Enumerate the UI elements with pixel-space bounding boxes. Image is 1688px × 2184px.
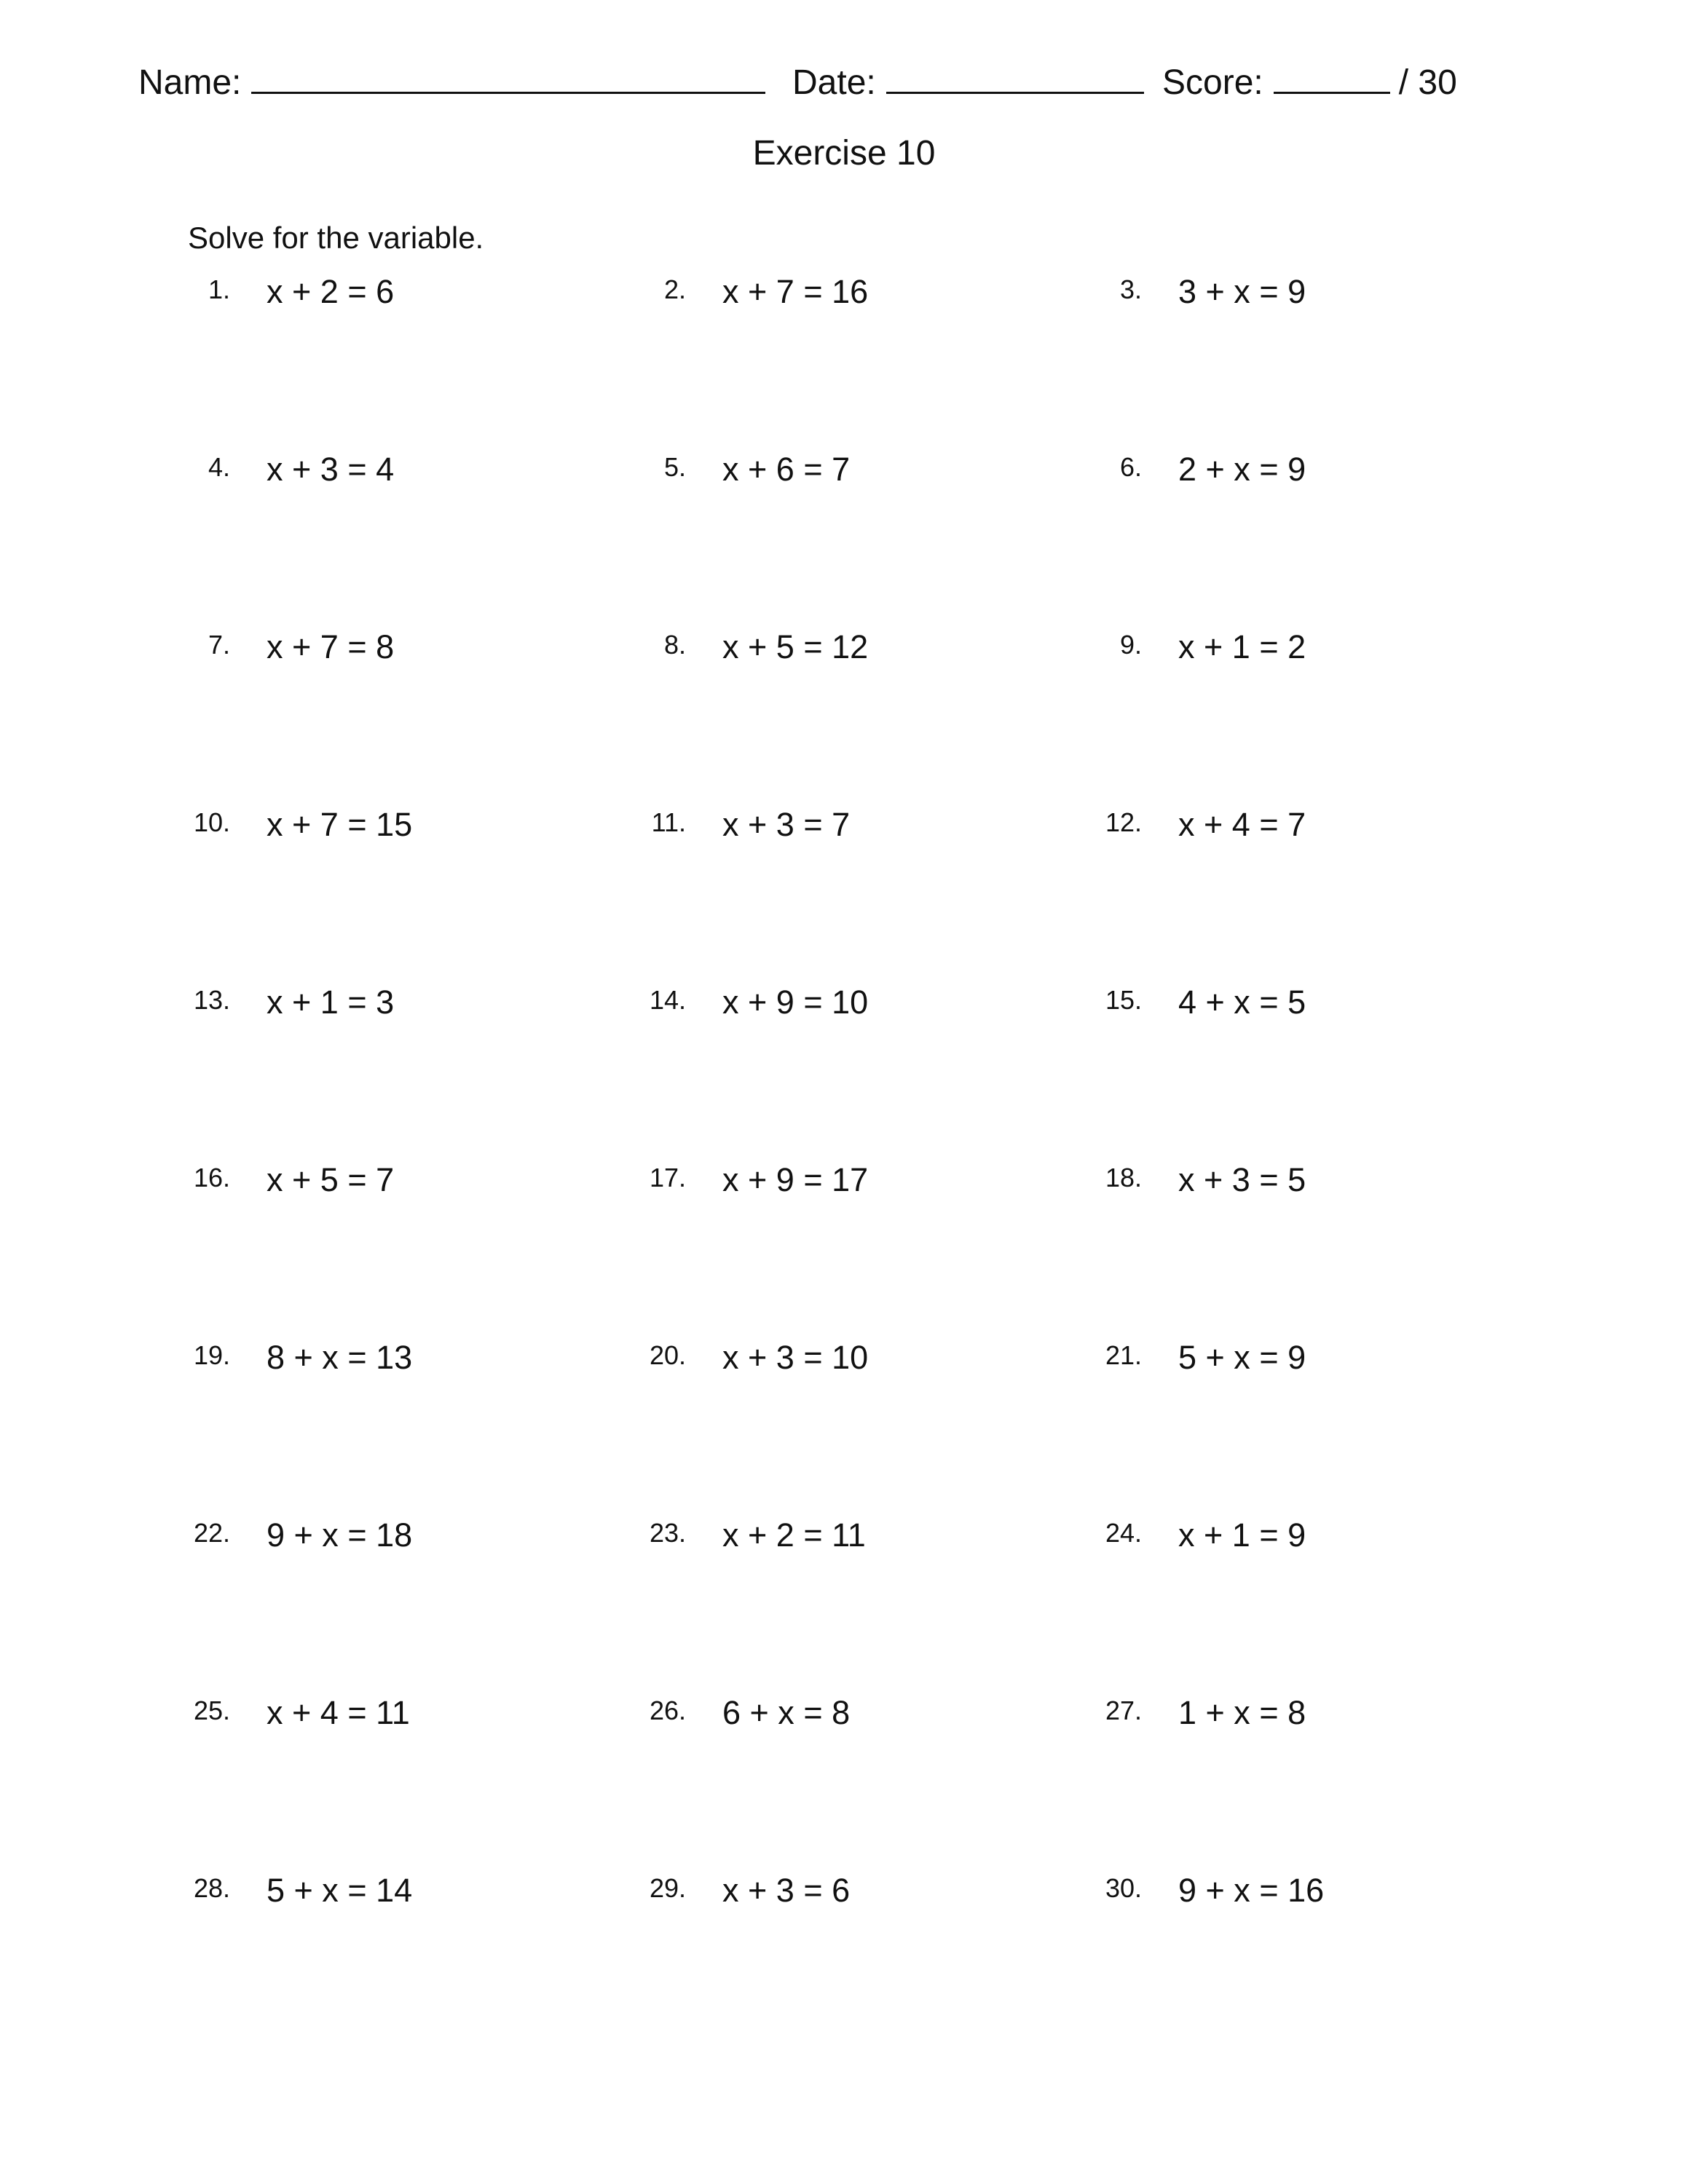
problem-number: 16.	[193, 1163, 230, 1192]
problem-item	[0, 272, 1688, 330]
problem-equation: 1 + x = 8	[1178, 1694, 1306, 1731]
problem-number: 2.	[663, 274, 686, 304]
problem-grid	[0, 272, 1688, 2019]
page-title: Exercise 10	[752, 134, 936, 173]
date-blank-line[interactable]	[886, 60, 1144, 94]
problem-number: 11.	[651, 807, 686, 837]
problem-equation: x + 7 = 8	[267, 628, 395, 665]
score-total: / 30	[1398, 63, 1457, 102]
problem-number: 22.	[193, 1518, 230, 1548]
problem-number: 24.	[1105, 1518, 1142, 1548]
problem-equation: x + 7 = 16	[722, 273, 869, 310]
problem-number: 17.	[649, 1163, 686, 1192]
problem-number: 5.	[663, 452, 686, 482]
problem-equation: x + 3 = 4	[267, 451, 395, 488]
problem-equation: x + 5 = 12	[722, 628, 869, 665]
problem-equation: x + 3 = 10	[722, 1339, 869, 1376]
problem-number: 4.	[208, 452, 230, 482]
problem-equation: x + 3 = 5	[1178, 1161, 1306, 1198]
problem-number: 13.	[193, 985, 230, 1015]
problem-equation: 9 + x = 16	[1178, 1872, 1325, 1909]
problem-equation: 5 + x = 14	[267, 1872, 413, 1909]
problem-equation: 2 + x = 9	[1178, 451, 1306, 488]
problem-item	[0, 1337, 1688, 1396]
problem-equation: x + 3 = 6	[722, 1872, 851, 1909]
problem-number: 19.	[193, 1340, 230, 1370]
problem-item	[0, 1693, 1688, 1751]
problem-number: 6.	[1119, 452, 1142, 482]
problem-number: 8.	[663, 630, 686, 660]
score-field	[1162, 60, 1457, 103]
problem-number: 18.	[1105, 1163, 1142, 1192]
problem-number: 26.	[649, 1696, 686, 1725]
problem-equation: x + 2 = 11	[722, 1516, 866, 1554]
problem-number: 3.	[1119, 274, 1142, 304]
problem-equation: 6 + x = 8	[722, 1694, 851, 1731]
problem-number: 1.	[208, 274, 230, 304]
problem-equation: x + 6 = 7	[722, 451, 851, 488]
date-field	[792, 60, 1144, 103]
score-label: Score:	[1162, 63, 1263, 102]
problem-equation: 3 + x = 9	[1178, 273, 1306, 310]
problem-number: 25.	[193, 1696, 230, 1725]
problem-number: 20.	[649, 1340, 686, 1370]
problem-equation: x + 9 = 17	[722, 1161, 869, 1198]
worksheet-header	[138, 60, 1522, 111]
problem-number: 28.	[193, 1873, 230, 1903]
name-field	[138, 60, 765, 103]
date-label: Date:	[792, 63, 876, 102]
problem-number: 10.	[193, 807, 230, 837]
problem-item	[0, 1870, 1688, 1928]
problem-number: 14.	[649, 985, 686, 1015]
problem-equation: x + 1 = 3	[267, 984, 395, 1021]
problem-number: 30.	[1105, 1873, 1142, 1903]
problem-item	[0, 627, 1688, 685]
problem-number: 29.	[649, 1873, 686, 1903]
problem-equation: x + 9 = 10	[722, 984, 869, 1021]
problem-equation: x + 7 = 15	[267, 806, 413, 843]
problem-number: 9.	[1119, 630, 1142, 660]
problem-number: 23.	[649, 1518, 686, 1548]
problem-item	[0, 982, 1688, 1040]
problem-equation: 8 + x = 13	[267, 1339, 413, 1376]
problem-equation: x + 3 = 7	[722, 806, 851, 843]
problem-equation: x + 1 = 2	[1178, 628, 1306, 665]
problem-item	[0, 804, 1688, 863]
problem-item	[0, 449, 1688, 507]
problem-number: 7.	[208, 630, 230, 660]
problem-item	[0, 1515, 1688, 1573]
problem-equation: x + 4 = 7	[1178, 806, 1306, 843]
problem-equation: 4 + x = 5	[1178, 984, 1306, 1021]
problem-equation: x + 1 = 9	[1178, 1516, 1306, 1554]
problem-equation: 9 + x = 18	[267, 1516, 413, 1554]
problem-equation: x + 2 = 6	[267, 273, 395, 310]
problem-equation: 5 + x = 9	[1178, 1339, 1306, 1376]
name-blank-line[interactable]	[251, 60, 765, 94]
problem-number: 21.	[1105, 1340, 1142, 1370]
problem-equation: x + 4 = 11	[267, 1694, 410, 1731]
problem-number: 27.	[1105, 1696, 1142, 1725]
problem-item	[0, 1160, 1688, 1218]
problem-number: 15.	[1105, 985, 1142, 1015]
instructions: Solve for the variable.	[188, 221, 484, 255]
name-label: Name:	[138, 63, 242, 102]
problem-number: 12.	[1105, 807, 1142, 837]
problem-equation: x + 5 = 7	[267, 1161, 395, 1198]
score-blank-line[interactable]	[1274, 60, 1390, 94]
